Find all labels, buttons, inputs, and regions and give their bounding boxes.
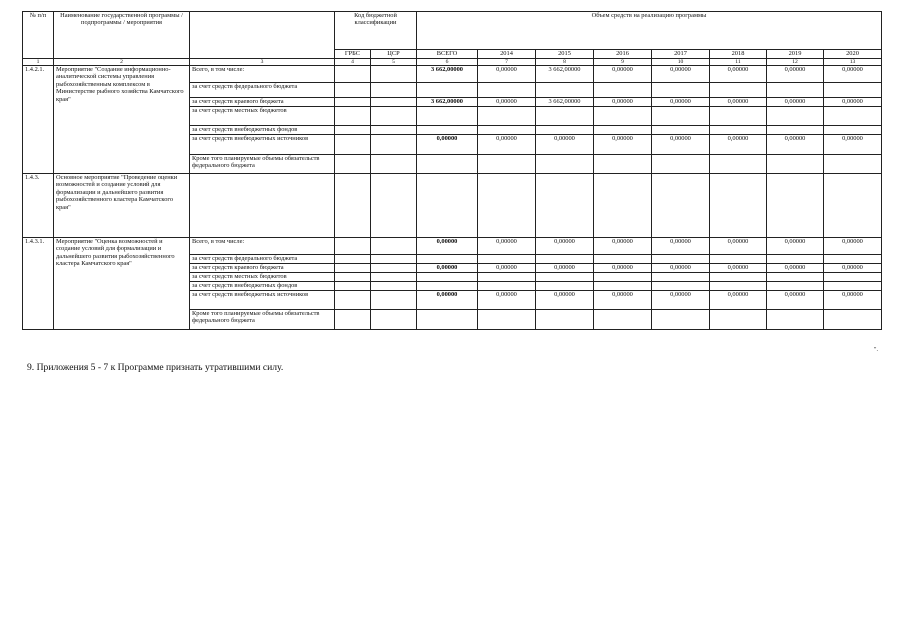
source-local: за счет средств местных бюджетов [190,273,335,282]
value-cell: 0,00000 [478,238,536,255]
value-cell: 0,00000 [652,135,710,155]
col-header-blank [190,12,335,59]
col-header-year: 2014 [478,50,536,59]
source-offbudget-sources: за счет средств внебюджетных источников [190,135,335,155]
source-total: Всего, в том числе: [190,66,335,83]
value-cell: 0,00000 [824,135,882,155]
col-header-csr: ЦСР [371,50,417,59]
source-planned-federal: Кроме того планируемые объемы обязательств федерального бюджета [190,310,335,330]
source-offbudget-sources: за счет средств внебюджетных источников [190,291,335,310]
value-cell: 0,00000 [536,264,594,273]
table-row [23,66,882,83]
value-cell: 0,00000 [417,264,478,273]
value-cell: 0,00000 [594,135,652,155]
value-cell: 0,00000 [594,98,652,107]
value-cell: 0,00000 [478,135,536,155]
value-cell: 3 662,00000 [417,66,478,83]
value-cell: 0,00000 [767,135,824,155]
value-cell: 0,00000 [767,264,824,273]
value-cell: 0,00000 [594,291,652,310]
program-table [22,11,882,330]
source-local: за счет средств местных бюджетов [190,107,335,126]
col-header-year: 2017 [652,50,710,59]
index-row: 1 2 3 4 5 6 7 8 9 10 11 12 13 [23,59,882,66]
value-cell: 0,00000 [767,98,824,107]
value-cell: 0,00000 [652,66,710,83]
row-name: Мероприятие "Создание информационно-аналитической системы управления рыбохозяйственным комплексом в Министерстве рыбного хозяйства Камчатского края" [54,66,190,174]
value-cell: 3 662,00000 [417,98,478,107]
source-offbudget-funds: за счет средств внебюджетных фондов [190,126,335,135]
col-header-code: Код бюджетной классификации [335,12,417,50]
value-cell: 0,00000 [710,98,767,107]
source-planned-federal: Кроме того планируемые объемы обязательств федерального бюджета [190,155,335,174]
table-row [23,174,882,238]
row-number: 1.4.2.1. [23,66,54,174]
value-cell: 0,00000 [767,291,824,310]
value-cell: 0,00000 [710,291,767,310]
value-cell: 0,00000 [594,66,652,83]
value-cell: 0,00000 [710,135,767,155]
footer-note: 9. Приложения 5 - 7 к Программе признать утратившими силу. [27,362,284,373]
value-cell: 0,00000 [594,238,652,255]
value-cell: 0,00000 [652,291,710,310]
col-header-year: 2015 [536,50,594,59]
col-header-year: 2018 [710,50,767,59]
source-total: Всего, в том числе: [190,238,335,255]
col-header-year: 2019 [767,50,824,59]
source-federal: за счет средств федерального бюджета [190,255,335,264]
value-cell: 0,00000 [652,264,710,273]
value-cell: 0,00000 [478,291,536,310]
value-cell: 0,00000 [536,291,594,310]
value-cell: 0,00000 [652,98,710,107]
value-cell: 0,00000 [824,66,882,83]
row-name: Мероприятие "Оценка возможностей и создание условий для формализации и дальнейшего развития рыбохозяйственного кластера Камчатского края" [54,238,190,330]
value-cell: 0,00000 [536,135,594,155]
col-header-num: № п/п [23,12,54,59]
value-cell: 0,00000 [417,135,478,155]
col-header-year: 2020 [824,50,882,59]
value-cell: 0,00000 [767,66,824,83]
col-header-grbs: ГРБС [335,50,371,59]
value-cell: 0,00000 [478,66,536,83]
col-header-funds: Объем средств на реализацию программы [417,12,882,50]
value-cell: 0,00000 [824,264,882,273]
value-cell: 3 662,00000 [536,66,594,83]
value-cell: 0,00000 [594,264,652,273]
value-cell: 0,00000 [824,291,882,310]
value-cell: 0,00000 [536,238,594,255]
corner-mark: ". [874,347,878,353]
col-header-name: Наименование государственной программы / подпрограммы / мероприятия [54,12,190,59]
value-cell: 0,00000 [710,66,767,83]
value-cell: 0,00000 [417,291,478,310]
value-cell: 0,00000 [478,98,536,107]
value-cell: 3 662,00000 [536,98,594,107]
value-cell: 0,00000 [824,238,882,255]
source-federal: за счет средств федерального бюджета [190,83,335,98]
value-cell: 0,00000 [710,238,767,255]
table-row [23,238,882,255]
value-cell: 0,00000 [417,238,478,255]
value-cell: 0,00000 [652,238,710,255]
row-name: Основное мероприятие "Проведение оценки возможностей и создание условий для формализации и дальнейшего развития рыбохозяйственного кластера Камчатского края" [54,174,190,238]
value-cell: 0,00000 [710,264,767,273]
value-cell: 0,00000 [824,98,882,107]
value-cell: 0,00000 [767,238,824,255]
source-regional: за счет средств краевого бюджета [190,98,335,107]
value-cell: 0,00000 [478,264,536,273]
col-header-total: ВСЕГО [417,50,478,59]
source-regional: за счет средств краевого бюджета [190,264,335,273]
col-header-year: 2016 [594,50,652,59]
row-number: 1.4.3.1. [23,238,54,330]
row-number: 1.4.3. [23,174,54,238]
source-offbudget-funds: за счет средств внебюджетных фондов [190,282,335,291]
